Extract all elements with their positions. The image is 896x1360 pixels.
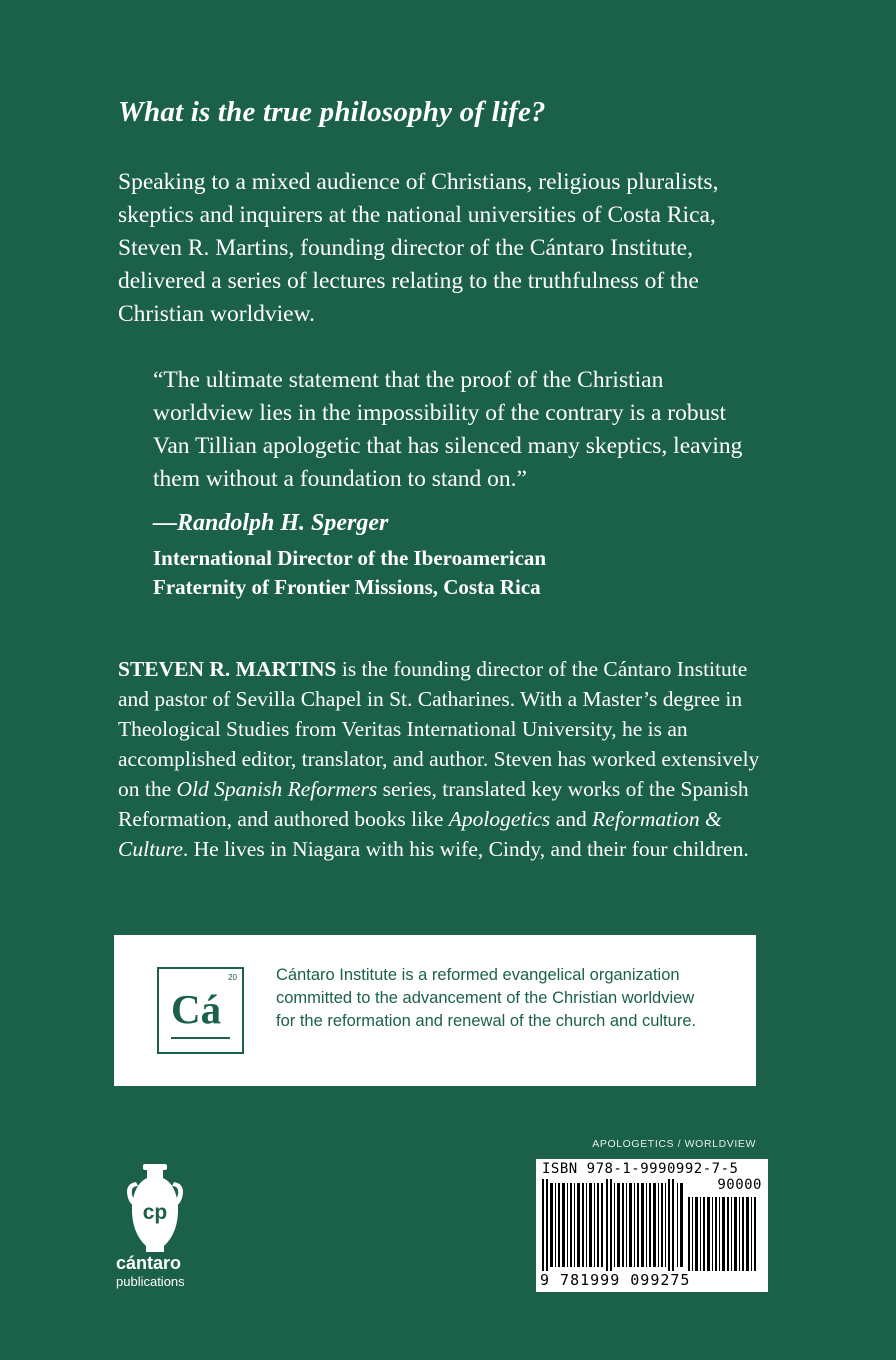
- bio-book-1: Apologetics: [448, 807, 551, 831]
- barcode-bars-main: [540, 1179, 686, 1271]
- bio-text-1: is the founding director of the Cántaro Institute and pastor of Sevilla Chapel in St. Catharines. With a Master’s degree in Theological Studies from Veritas International University, he is an accomplished editor, translator, and author. Steven has worked extensively on the: [118, 657, 760, 801]
- quote-author-title-line2: Fraternity of Frontier Missions, Costa Rica: [153, 575, 541, 599]
- element-symbol: Cá: [171, 986, 222, 1032]
- bio-text-3: and: [550, 807, 593, 831]
- publisher-subtitle: publications: [116, 1274, 185, 1289]
- bio-text-4: . He lives in Niagara with his wife, Cindy, and their four children.: [182, 837, 749, 861]
- isbn-barcode: [536, 1159, 768, 1292]
- author-name: STEVEN R. MARTINS: [118, 657, 337, 681]
- bio-series-title: Old Spanish Reformers: [176, 777, 378, 801]
- element-number: 20: [228, 973, 237, 982]
- institute-box: [114, 935, 756, 1086]
- intro-paragraph: Speaking to a mixed audience of Christians, religious pluralists, skeptics and inquirers at the national universities of Costa Rica, Steven R. Martins, founding director of the Cántaro Institute, delivered a series of lectures relating to the truthfulness of the Christian worldview.: [118, 169, 719, 327]
- institute-description: Cántaro Institute is a reformed evangelical organization committed to the advancement of the Christian worldview for the reformation and renewal of the church and culture.: [276, 966, 697, 1030]
- quote-author-title: [153, 544, 753, 602]
- author-bio: [118, 654, 768, 864]
- price-code: 90000: [717, 1177, 762, 1193]
- quote-author: —Randolph H. Sperger: [153, 510, 389, 536]
- element-underline: [171, 1037, 230, 1039]
- institute-element-logo: [157, 967, 244, 1054]
- category-label: APOLOGETICS / WORLDVIEW: [592, 1138, 756, 1150]
- endorsement-quote: “The ultimate statement that the proof of the Christian worldview lies in the impossibility of the contrary is a robust Van Tillian apologetic that has silenced many skeptics, leaving them without a foundation to stand on.”: [153, 367, 743, 492]
- barcode-bars-addon: [686, 1197, 760, 1271]
- headline: What is the true philosophy of life?: [118, 96, 546, 128]
- bio-book-2: Reformation & Culture: [118, 807, 722, 861]
- isbn-number: ISBN 978-1-9990992-7-5: [542, 1161, 739, 1177]
- quote-author-title-line1: International Director of the Iberoamerican: [153, 546, 547, 570]
- ean-digits: 9 781999 099275: [540, 1271, 691, 1289]
- bio-text-2: series, translated key works of the Spanish Reformation, and authored books like: [118, 777, 749, 831]
- publisher-mark: cp: [142, 1201, 168, 1224]
- publisher-name: cántaro: [116, 1253, 182, 1273]
